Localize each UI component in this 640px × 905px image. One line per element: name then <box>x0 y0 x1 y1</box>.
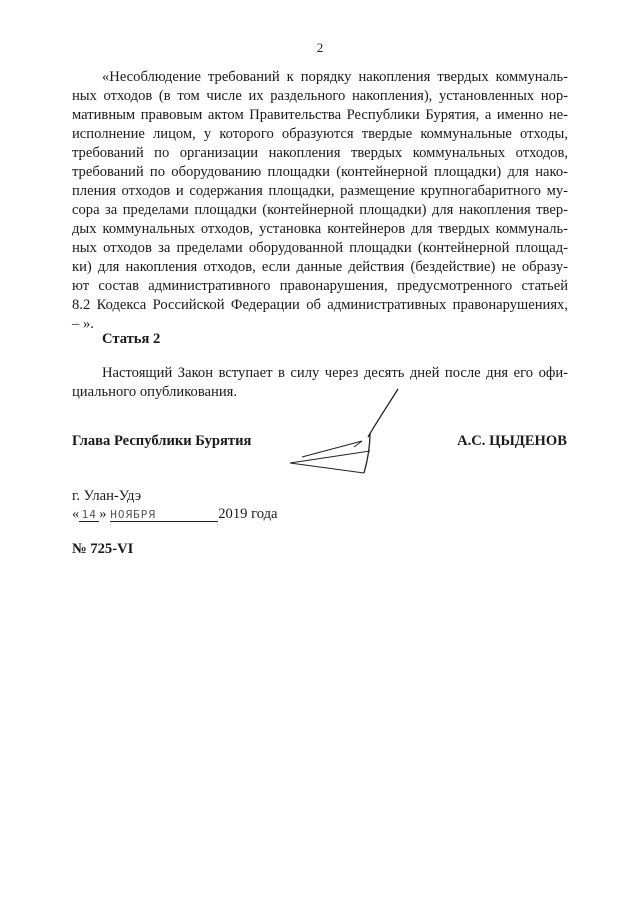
text-line: требований по оборудованию площадки (контейнерной площадки) для нако- <box>72 164 568 180</box>
date-day: 14 <box>81 508 97 521</box>
text-line: сора за пределами площадки (контейнерной площадки) для накопления твер- <box>72 202 568 218</box>
document-number: № 725-VI <box>72 541 134 557</box>
quoted-amendment-paragraph <box>72 68 568 334</box>
text-line: ки) для накопления отходов, если данные действия (бездействие) не образу- <box>72 259 568 275</box>
text-line: мативным правовым актом Правительства Республики Бурятия, а именно не- <box>72 107 568 123</box>
date-open-quote: « <box>72 506 80 522</box>
text-line: циального опубликования. <box>72 384 238 400</box>
signatory-name: А.С. ЦЫДЕНОВ <box>457 433 567 449</box>
date-year: 2019 года <box>218 506 278 522</box>
article-heading: Статья 2 <box>102 331 161 347</box>
text-line: ных отходов (в том числе их раздельного накопления), установленных нор- <box>72 88 568 104</box>
date-day-field <box>79 508 99 522</box>
text-line: – ». <box>72 316 94 332</box>
city: г. Улан-Удэ <box>72 488 142 504</box>
text-line: «Несоблюдение требований к порядку накопления твердых коммуналь- <box>102 69 568 85</box>
handwritten-signature <box>280 385 410 480</box>
text-line: дых коммунальных отходов, установка контейнеров для твердых коммуналь- <box>72 221 568 237</box>
signatory-title: Глава Республики Бурятия <box>72 433 252 449</box>
signing-date <box>72 506 278 523</box>
date-month: НОЯБРЯ <box>110 508 156 521</box>
text-line: 8.2 Кодекса Российской Федерации об административных правонарушениях, <box>72 297 568 313</box>
date-close-quote: » <box>99 506 107 522</box>
text-line: исполнение лицом, у которого образуются твердые коммунальные отходы, <box>72 126 568 142</box>
text-line: требований по организации накопления твердых коммунальных отходов, <box>72 145 568 161</box>
page-number: 2 <box>316 40 324 55</box>
text-line: Настоящий Закон вступает в силу через десять дней после дня его офи- <box>102 365 568 381</box>
text-line: пления отходов и содержания площадки, размещение крупногабаритного му- <box>72 183 568 199</box>
text-line: ют состав административного правонарушения, предусмотренного статьей <box>72 278 568 294</box>
text-line: ных отходов за пределами оборудованной площадки (контейнерной площад- <box>72 240 568 256</box>
date-month-field <box>110 508 218 522</box>
